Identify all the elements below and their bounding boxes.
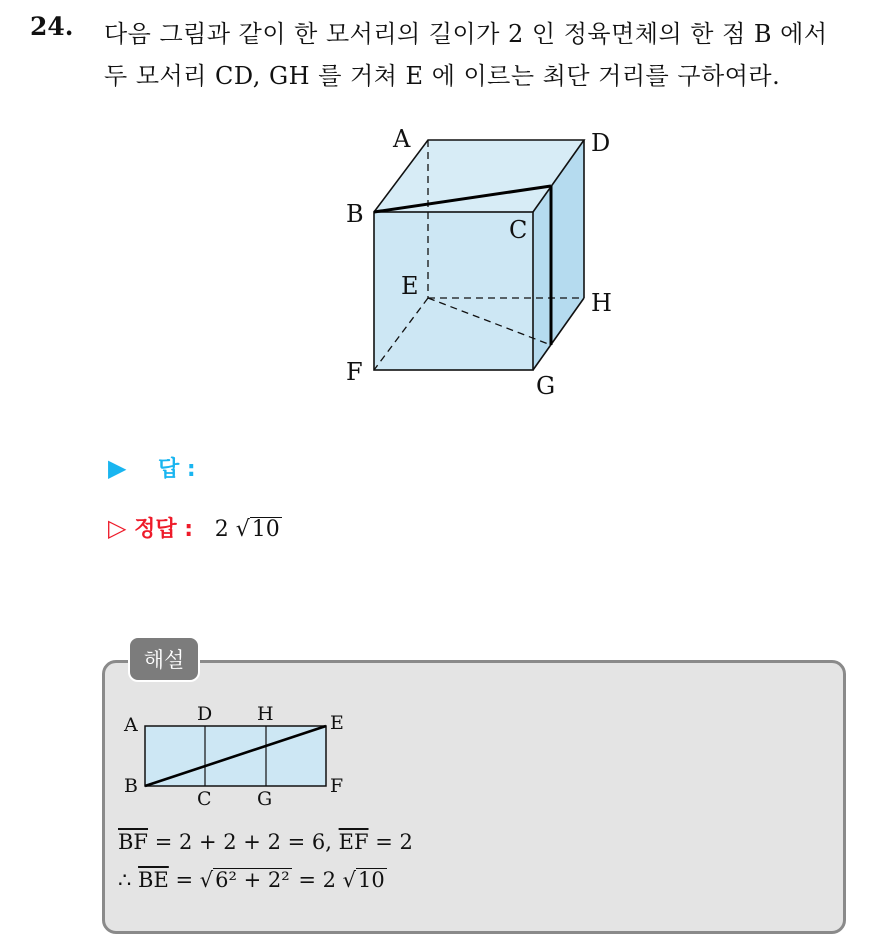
net-label-G: G	[257, 788, 273, 810]
vertex-label-H: H	[591, 289, 612, 317]
net-label-H: H	[257, 703, 274, 725]
vertex-label-C: C	[509, 216, 528, 244]
cube-figure	[330, 115, 630, 405]
answer-row	[108, 452, 196, 483]
vertex-label-D: D	[591, 129, 611, 157]
equation-2-eq: = 2	[291, 868, 336, 892]
explanation-equation-1	[118, 830, 413, 854]
explanation-tab: 해설	[128, 636, 200, 682]
segment-EF: $\overline{EF}$	[338, 830, 369, 854]
net-label-F: F	[330, 775, 344, 797]
correct-answer-value: 2 √10	[214, 517, 280, 542]
equation-1-middle: = 2 + 2 + 2 = 6,	[148, 830, 339, 854]
correct-answer-row	[108, 512, 282, 543]
segment-BF: $\overline{BF}$	[118, 830, 149, 854]
net-label-E: E	[330, 712, 344, 734]
correct-answer-label: 정답 :	[134, 517, 194, 542]
question-text-line-2: 두 모서리 CD, GH 를 거쳐 E 에 이르는 최단 거리를 구하여라.	[104, 62, 781, 90]
unfolded-net-figure	[118, 696, 358, 816]
equation-2-radicand: 6² + 2²	[215, 868, 290, 892]
equation-2-result: 10	[358, 868, 385, 892]
net-label-C: C	[197, 788, 212, 810]
net-label-B: B	[124, 775, 138, 797]
equation-1-end: = 2	[368, 830, 413, 854]
correct-answer-coef: 2	[214, 517, 229, 542]
question-text-line-1: 다음 그림과 같이 한 모서리의 길이가 2 인 정육면체의 한 점 B 에서	[104, 20, 828, 48]
vertex-label-E: E	[401, 272, 419, 300]
vertex-label-G: G	[536, 372, 556, 400]
net-label-A: A	[124, 714, 138, 736]
segment-BE: $\overline{BE}$	[138, 868, 169, 892]
play-arrow-icon: ▶	[108, 454, 127, 482]
correct-answer-radicand: 10	[251, 517, 280, 542]
vertex-label-F: F	[346, 358, 363, 386]
outline-arrow-icon: ▷	[108, 514, 127, 542]
answer-label: 답 :	[158, 457, 196, 482]
vertex-label-A: A	[393, 125, 411, 153]
vertex-label-B: B	[346, 200, 364, 228]
therefore-symbol: ∴	[118, 868, 139, 892]
question-number: 24.	[30, 12, 74, 41]
equation-2-equals: =	[168, 868, 200, 892]
explanation-equation-2: ∴ $\overline{BE} = √6^2 + 2^2 = 2$ √10	[118, 868, 385, 892]
net-label-D: D	[197, 703, 213, 725]
